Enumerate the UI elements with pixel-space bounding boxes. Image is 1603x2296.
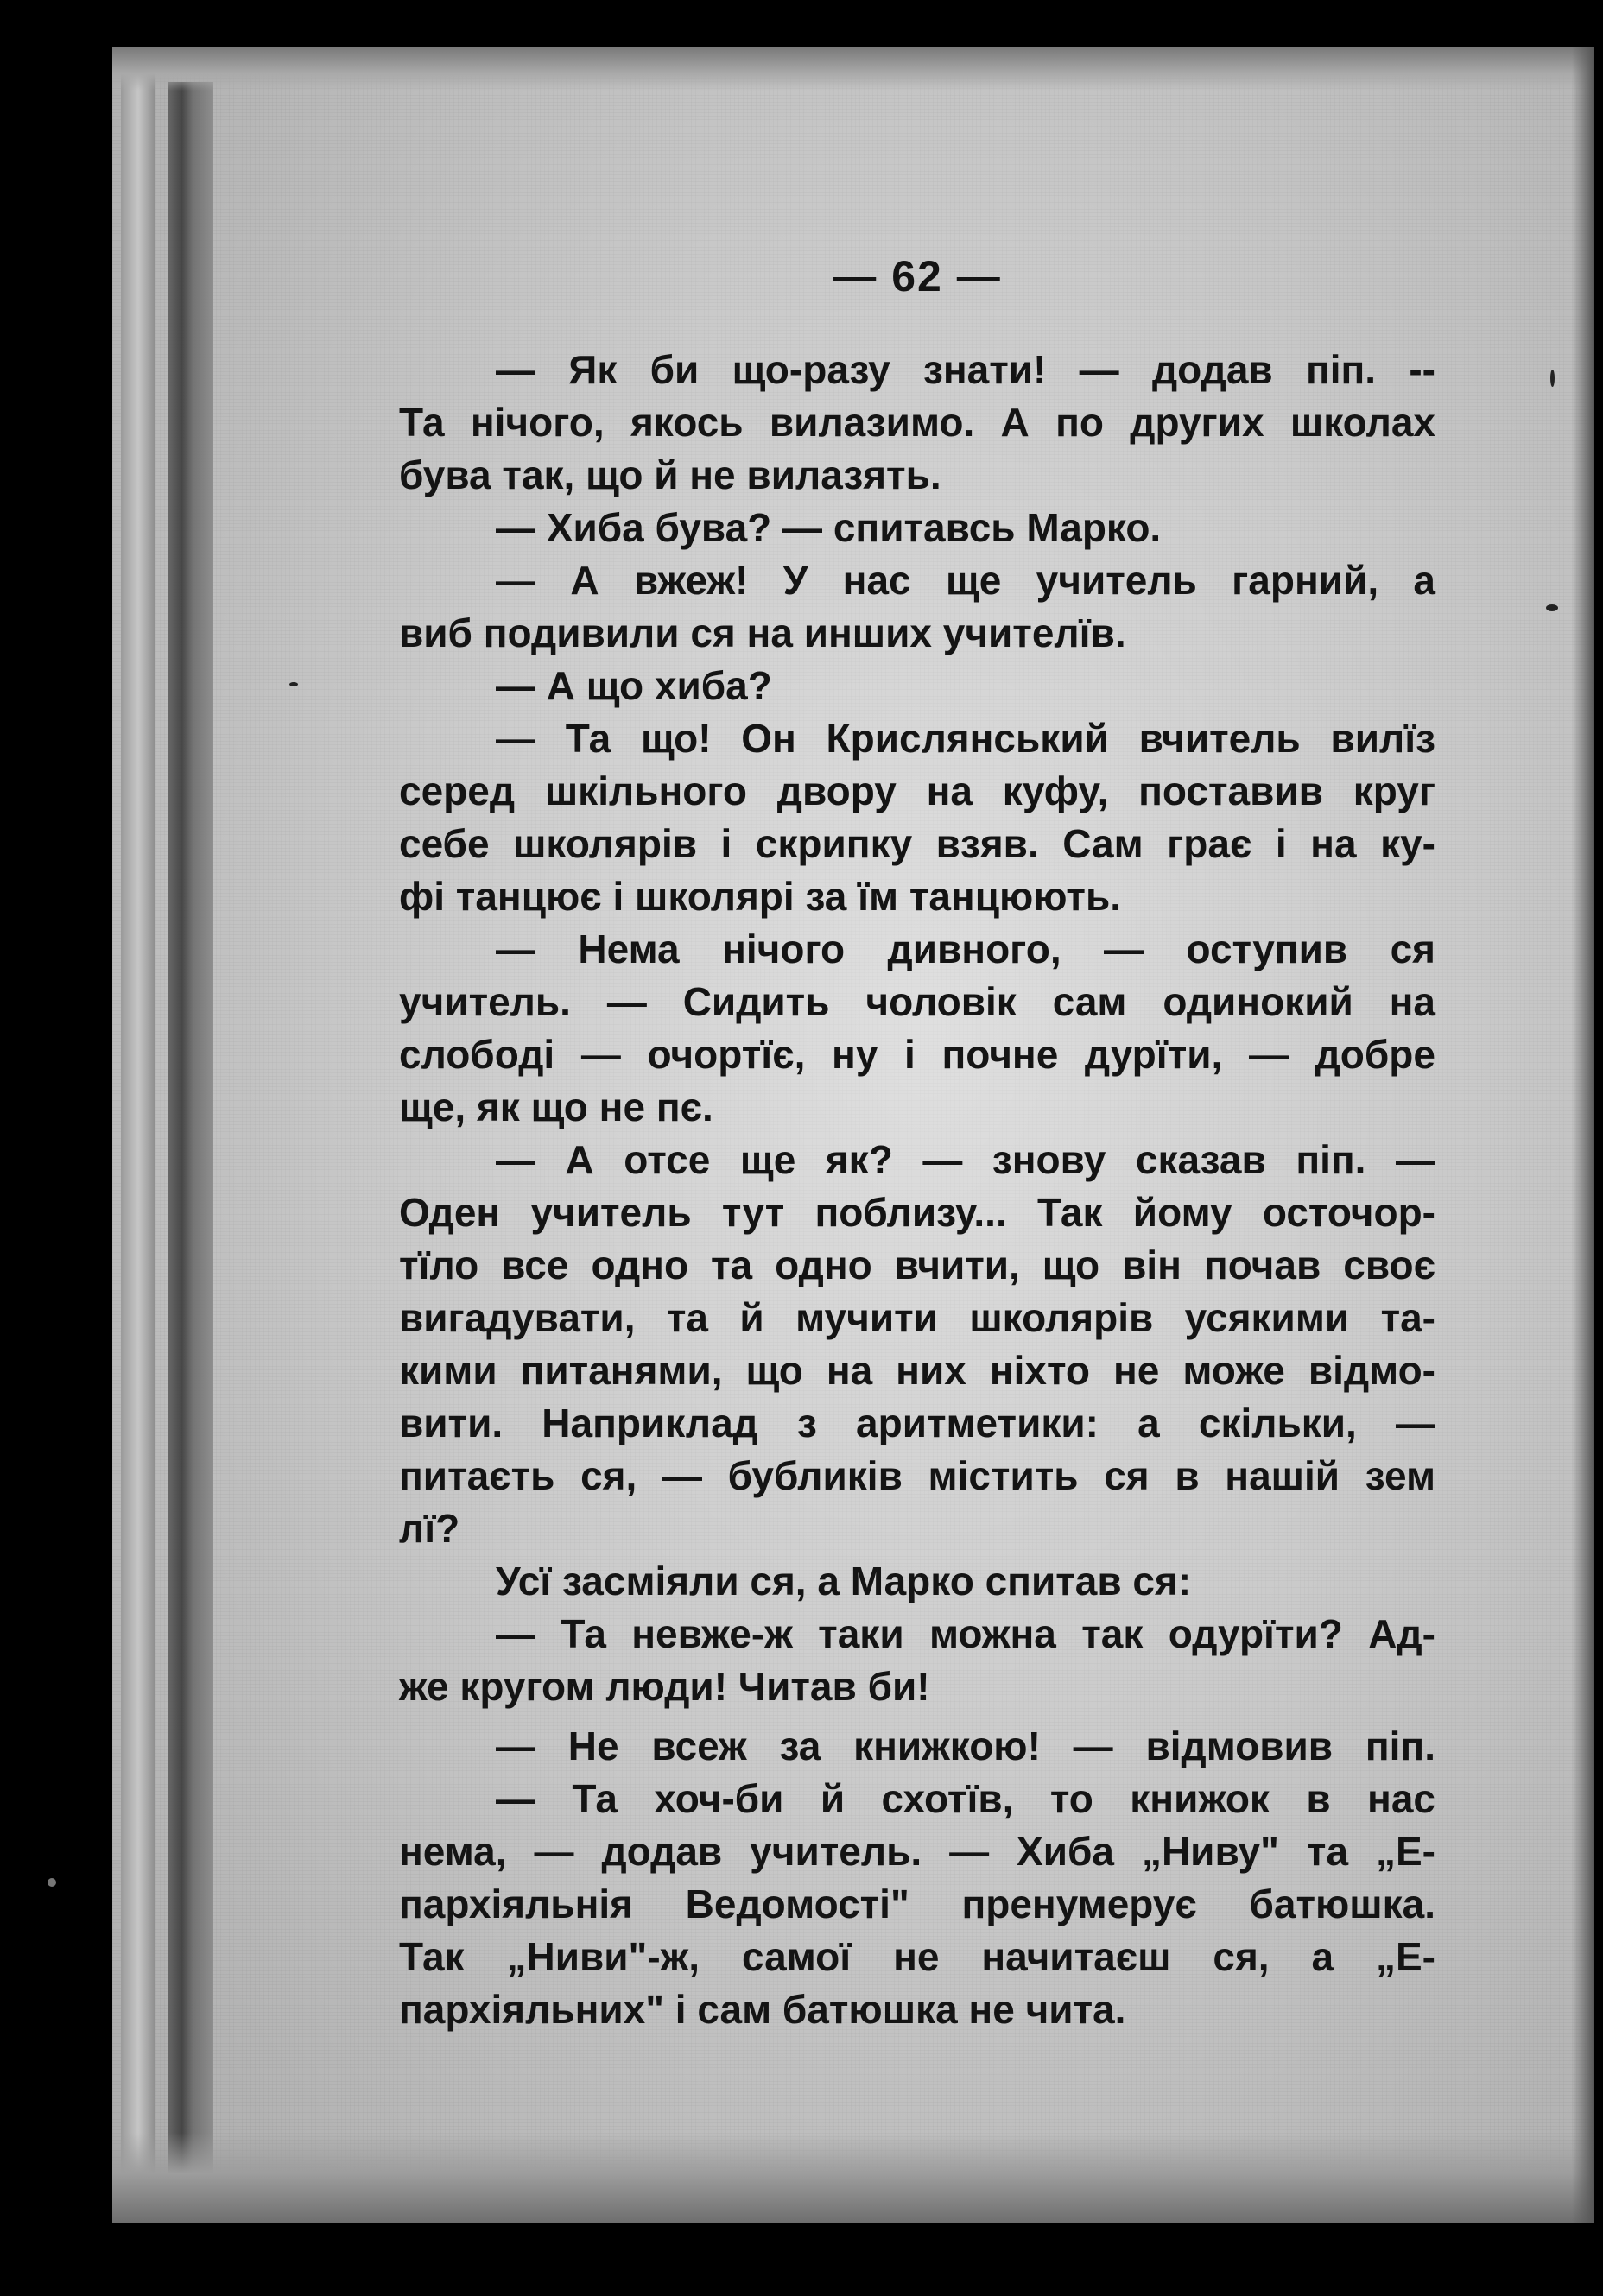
dust-speck <box>48 1878 56 1887</box>
text-line: пархіяльних" і сам батюшка не чита. <box>399 1987 1126 2032</box>
text-line: виб подивили ся на инших учителїв. <box>399 610 1126 655</box>
text-line: Усї засміяли ся, а Марко спитав ся: <box>496 1559 1192 1603</box>
text-line: — Як би що-разу знати! — додав піп. -- <box>496 347 1435 392</box>
page-bottom-shadow <box>112 2133 1594 2223</box>
text-line: же кругом люди! Читав би! <box>399 1664 930 1709</box>
text-line: Та нічого, якось вилазимо. А по других школах <box>399 400 1435 445</box>
book-gutter-light <box>121 52 155 2211</box>
text-line: — А що хиба? <box>496 663 772 708</box>
text-line: — Не всеж за книжкою! — відмовив піп. <box>496 1724 1435 1768</box>
text-line: питаєть ся, — бубликів містить ся в нашій зем <box>399 1453 1435 1498</box>
text-line: вити. Наприклад з аритметики: а скільки, — <box>399 1401 1435 1445</box>
text-line: — А отсе ще як? — знову сказав піп. — <box>496 1137 1435 1182</box>
text-line: — Хиба бува? — спитавсь Марко. <box>496 505 1162 550</box>
text-line: вигадувати, та й мучити школярів усякими та- <box>399 1295 1435 1340</box>
text-line: — А вжеж! У нас ще учитель гарний, а <box>496 558 1435 603</box>
text-line: кими питанями, що на них ніхто не може відмо- <box>399 1348 1435 1393</box>
dust-speck <box>289 682 298 686</box>
text-line: — Та невже-ж таки можна так одурїти? Ад- <box>496 1611 1435 1656</box>
book-gutter-shadow <box>168 82 213 2189</box>
text-line: лї? <box>399 1506 460 1551</box>
text-line: фі танцює і школярі за їм танцюють. <box>399 874 1121 919</box>
text-line: Оден учитель тут поблизу... Так йому осточор- <box>399 1190 1435 1235</box>
text-line: — Та що! Он Крислянський вчитель вилїз <box>496 716 1435 761</box>
dust-speck <box>1546 604 1558 611</box>
page-text <box>399 242 1435 2036</box>
page-number: — 62 — <box>833 252 1002 300</box>
text-line: — Та хоч-би й схотїв, то книжок в нас <box>496 1776 1435 1821</box>
text-line: слободі — очортїє, ну і почне дурїти, — добре <box>399 1032 1435 1077</box>
text-line: ще, як що не пє. <box>399 1085 713 1129</box>
text-line: бува так, що й не вилазять. <box>399 452 941 497</box>
page-right-shadow <box>1572 47 1594 2223</box>
paragraph-gap <box>399 1713 1435 1720</box>
text-line: серед шкільного двору на куфу, поставив круг <box>399 768 1435 813</box>
text-line: учитель. — Сидить чоловік сам одинокий на <box>399 979 1435 1024</box>
page-top-shadow <box>112 47 1594 91</box>
text-line: тїло все одно та одно вчити, що він почав своє <box>399 1243 1435 1287</box>
text-line: Так „Ниви"-ж, самої не начитаєш ся, а „Е- <box>399 1934 1435 1979</box>
dust-speck <box>1550 370 1555 387</box>
text-line: — Нема нічого дивного, — оступив ся <box>496 927 1435 971</box>
text-line: пархіяльнія Ведомості" пренумерує батюшка. <box>399 1882 1435 1926</box>
text-line: нема, — додав учитель. — Хиба „Ниву" та „Е- <box>399 1829 1435 1874</box>
text-line: себе школярів і скрипку взяв. Сам грає і на ку- <box>399 821 1435 866</box>
